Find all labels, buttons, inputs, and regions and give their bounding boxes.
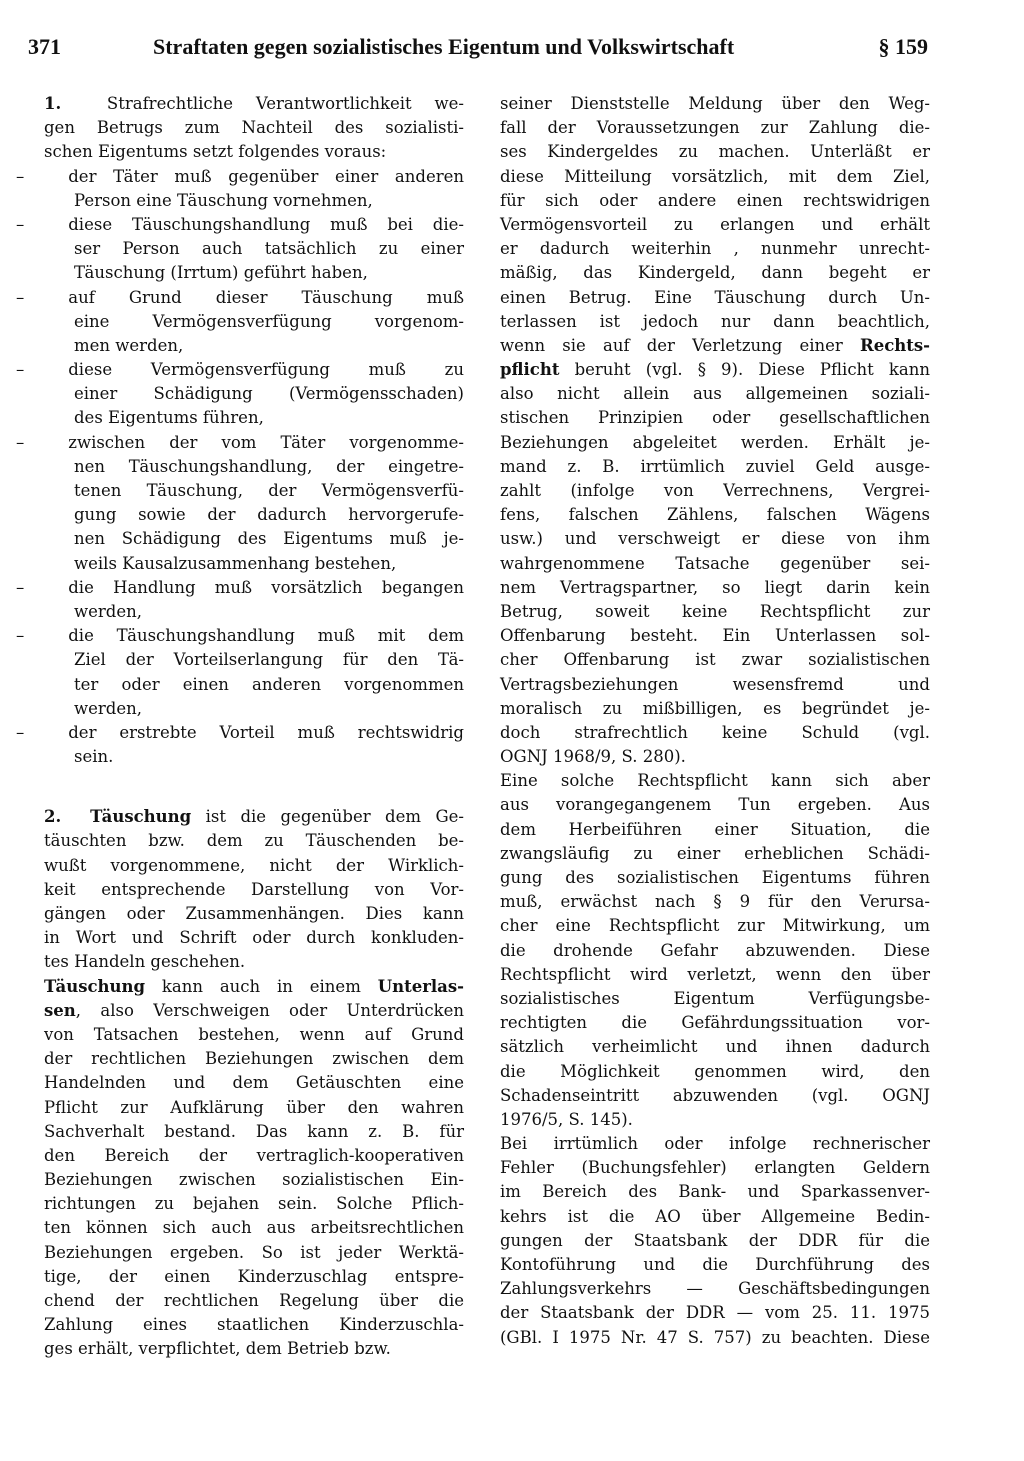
text-line: rechtigten die Gefährdungssituation vor- [500,1013,930,1033]
bold-term: Unterlas- [377,976,464,996]
text-line: Betrug, soweit keine Rechtspflicht zur [500,601,930,621]
text-line: Beziehungen ergeben. So ist jeder Werktä- [44,1242,464,1262]
text-line: der rechtlichen Beziehungen zwischen dem [44,1049,464,1069]
text-line: zahlt (infolge von Verrechnens, Vergrei- [500,481,930,500]
text-line: sozialistisches Eigentum Verfügungsbe- [500,988,930,1008]
list-item-line: ter oder einen anderen vorgenommen [74,674,464,694]
paragraph-gap [44,769,464,805]
paragraph-2-line: 2. Täuschung ist die gegenüber dem Ge- [44,807,464,827]
text-line: keit entsprechende Darstellung von Vor- [44,879,464,899]
text-line: cher Offenbarung ist zwar sozialistischen [500,650,930,670]
list-dash: – [16,626,25,646]
text-line: doch strafrechtlich keine Schuld (vgl. [500,722,930,742]
text-line: in Wort und Schrift oder durch konkluden- [44,928,464,948]
text-line: gängen oder Zusammenhängen. Dies kann [44,904,464,923]
text-line: den Bereich der vertraglich-kooperativen [44,1145,464,1165]
text-line: stischen Prinzipien oder gesellschaftlichen [500,408,930,428]
list-dash: – [16,722,25,742]
text-line: dem Herbeiführen einer Situation, die [500,819,930,839]
text-line: pflicht beruht (vgl. § 9). Diese Pflicht kann [500,360,930,380]
list-item-line: – diese Vermögensverfügung muß zu [16,360,464,380]
bold-term: pflicht [500,360,560,380]
text-line: ses Kindergeldes zu machen. Unterläßt er [500,142,930,162]
list-item-line: werden, [74,601,142,621]
list-item-line: weils Kausalzusammenhang bestehen, [74,553,397,573]
text-line: Eine solche Rechtspflicht kann sich aber [500,771,930,791]
list-dash: – [16,166,25,186]
list-item-line: – der Täter muß gegenüber einer anderen [16,166,464,186]
running-title: Straftaten gegen sozialistisches Eigentum und Volkswirtschaft [153,34,735,59]
text-line: der Staatsbank der DDR — vom 25. 11. 1975 [500,1303,930,1323]
text-line: mäßig, das Kindergeld, dann begeht er [500,263,930,283]
text-line: 1976/5, S. 145). [500,1109,633,1129]
text-line: die drohende Gefahr abzuwenden. Diese [500,940,930,960]
text-line: chend der rechtlichen Regelung über die [44,1291,464,1310]
text-line: terlassen ist jedoch nur dann beachtlich, [500,311,930,331]
list-item-line: – die Handlung muß vorsätzlich begangen [16,577,464,597]
list-item-line: – zwischen der vom Täter vorgenomme- [16,432,464,452]
list-item-line: nen Schädigung des Eigentums muß je- [74,529,464,549]
page-number: 371 [28,34,61,59]
text-line: Schadenseintritt abzuwenden (vgl. OGNJ [500,1085,930,1105]
text-line: seiner Dienststelle Meldung über den Weg- [500,94,930,113]
list-item-line: ser Person auch tatsächlich zu einer [74,239,464,259]
list-dash: – [16,432,25,452]
text-line: im Bereich des Bank- und Sparkassenver- [500,1182,930,1202]
list-item-line: – die Täuschungshandlung muß mit dem [16,626,464,646]
text-line: er dadurch weiterhin , nunmehr unrecht- [500,239,930,259]
text-line: usw.) und verschweigt er diese von ihm [500,529,930,549]
text-line: von Tatsachen bestehen, wenn auf Grund [44,1024,464,1044]
text-line: die Möglichkeit genommen wird, den [500,1061,930,1081]
text-line: Sachverhalt bestand. Das kann z. B. für [44,1121,464,1141]
text-line: gen Betrugs zum Nachteil des sozialisti- [44,118,464,138]
bold-term: 2. [44,807,62,827]
text-line: Beziehungen abgeleitet werden. Erhält je- [500,432,930,452]
bold-term: Täuschung [44,976,146,996]
section-number: § 159 [878,34,928,59]
text-line: tige, der einen Kinderzuschlag entspre- [44,1266,464,1286]
text-line: Beziehungen zwischen sozialistischen Ein- [44,1170,464,1190]
text-line: sätzlich verheimlicht und ihnen dadurch [500,1037,930,1057]
text-line: richtungen zu bejahen sein. Solche Pflich- [44,1194,464,1214]
text-line: Vertragsbeziehungen wesensfremd und [500,674,930,694]
text-line: moralisch zu mißbilligen, es begründet je- [500,698,930,718]
list-item-line: einer Schädigung (Vermögensschaden) [74,384,464,404]
text-line: cher eine Rechtspflicht zur Mitwirkung, um [500,916,930,936]
text-line: Handelnden und dem Getäuschten eine [44,1073,464,1093]
bold-term: 1. [44,94,62,113]
list-dash: – [16,214,25,234]
text-line: ges erhält, verpflichtet, dem Betrieb bzw. [44,1339,391,1359]
text-line: Pflicht zur Aufklärung über den wahren [44,1097,464,1117]
list-item-line: nen Täuschungshandlung, der eingetre- [74,456,464,476]
text-line: Bei irrtümlich oder infolge rechnerischer [500,1134,930,1154]
list-item-line: eine Vermögensverfügung vorgenom- [74,311,464,331]
bold-term: Rechts- [859,335,930,355]
text-line: ten können sich auch aus arbeitsrechtlichen [44,1218,464,1238]
text-line: Vermögensvorteil zu erlangen und erhält [500,214,930,234]
text-line: diese Mitteilung vorsätzlich, mit dem Ziel, [500,166,930,186]
text-line: wahrgenommene Tatsache gegenüber sei- [500,553,930,573]
text-line: Rechtspflicht wird verletzt, wenn den über [500,964,930,984]
text-line: für sich oder andere einen rechtswidrigen [500,190,930,210]
text-line: einen Betrug. Eine Täuschung durch Un- [500,287,930,307]
text-line: mand z. B. irrtümlich zuviel Geld ausge- [500,456,930,476]
list-item-line: gung sowie der dadurch hervorgerufe- [74,505,464,525]
list-item-line: Täuschung (Irrtum) geführt haben, [74,263,368,283]
list-item-line: Ziel der Vorteilserlangung für den Tä- [74,650,464,670]
list-dash: – [16,577,25,597]
text-line: also nicht allein aus allgemeinen soziali- [500,384,930,404]
list-item-line: Person eine Täuschung vornehmen, [74,190,373,210]
text-line: sen, also Verschweigen oder Unterdrücken [44,1000,464,1020]
paragraph-1-line: 1. Strafrechtliche Verantwortlichkeit we- [44,94,464,113]
text-line: (GBl. I 1975 Nr. 47 S. 757) zu beachten. Diese [500,1327,930,1347]
page-header [28,34,928,74]
text-line: tes Handeln geschehen. [44,952,246,972]
text-line: kehrs ist die AO über Allgemeine Bedin- [500,1206,930,1226]
paragraph-3-line: Täuschung kann auch in einem Unterlas- [44,976,464,996]
list-dash: – [16,287,25,307]
text-line: OGNJ 1968/9, S. 280). [500,747,686,767]
text-line: nem Vertragspartner, so liegt darin kein [500,577,930,597]
text-line: gung des sozialistischen Eigentums führen [500,868,930,887]
bold-term: sen [44,1000,76,1020]
text-line: zwangsläufig zu einer erheblichen Schädi- [500,843,930,863]
list-item-line: sein. [74,747,114,767]
text-line: schen Eigentums setzt folgendes voraus: [44,142,387,162]
text-line: fens, falschen Zählens, falschen Wägens [500,505,930,525]
text-line: Zahlungsverkehrs — Geschäftsbedingungen [500,1279,930,1299]
list-item-line: men werden, [74,335,184,355]
text-line: wenn sie auf der Verletzung einer Rechts- [500,335,930,355]
text-line: wußt vorgenommene, nicht der Wirklich- [44,855,464,875]
text-line: muß, erwächst nach § 9 für den Verursa- [500,892,930,912]
list-item-line: werden, [74,698,142,718]
text-line: gungen der Staatsbank der DDR für die [500,1230,930,1250]
bold-term: Täuschung [90,807,192,827]
text-line: fall der Voraussetzungen zur Zahlung die- [500,118,930,138]
right-column [500,92,930,1350]
text-line: täuschten bzw. dem zu Täuschenden be- [44,831,464,851]
text-line: Kontoführung und die Durchführung des [500,1255,930,1274]
text-line: Fehler (Buchungsfehler) erlangten Geldern [500,1158,930,1178]
text-line: Zahlung eines staatlichen Kinderzuschla- [44,1315,464,1335]
text-line: aus vorangegangenem Tun ergeben. Aus [500,795,930,815]
list-dash: – [16,360,25,380]
list-item-line: – der erstrebte Vorteil muß rechtswidrig [16,722,464,742]
list-item-line: tenen Täuschung, der Vermögensverfü- [74,481,464,500]
text-line: Offenbarung besteht. Ein Unterlassen sol- [500,626,930,646]
list-item-line: des Eigentums führen, [74,408,264,428]
list-item-line: – diese Täuschungshandlung muß bei die- [16,214,464,234]
left-column [16,92,464,1362]
list-item-line: – auf Grund dieser Täuschung muß [16,287,464,307]
